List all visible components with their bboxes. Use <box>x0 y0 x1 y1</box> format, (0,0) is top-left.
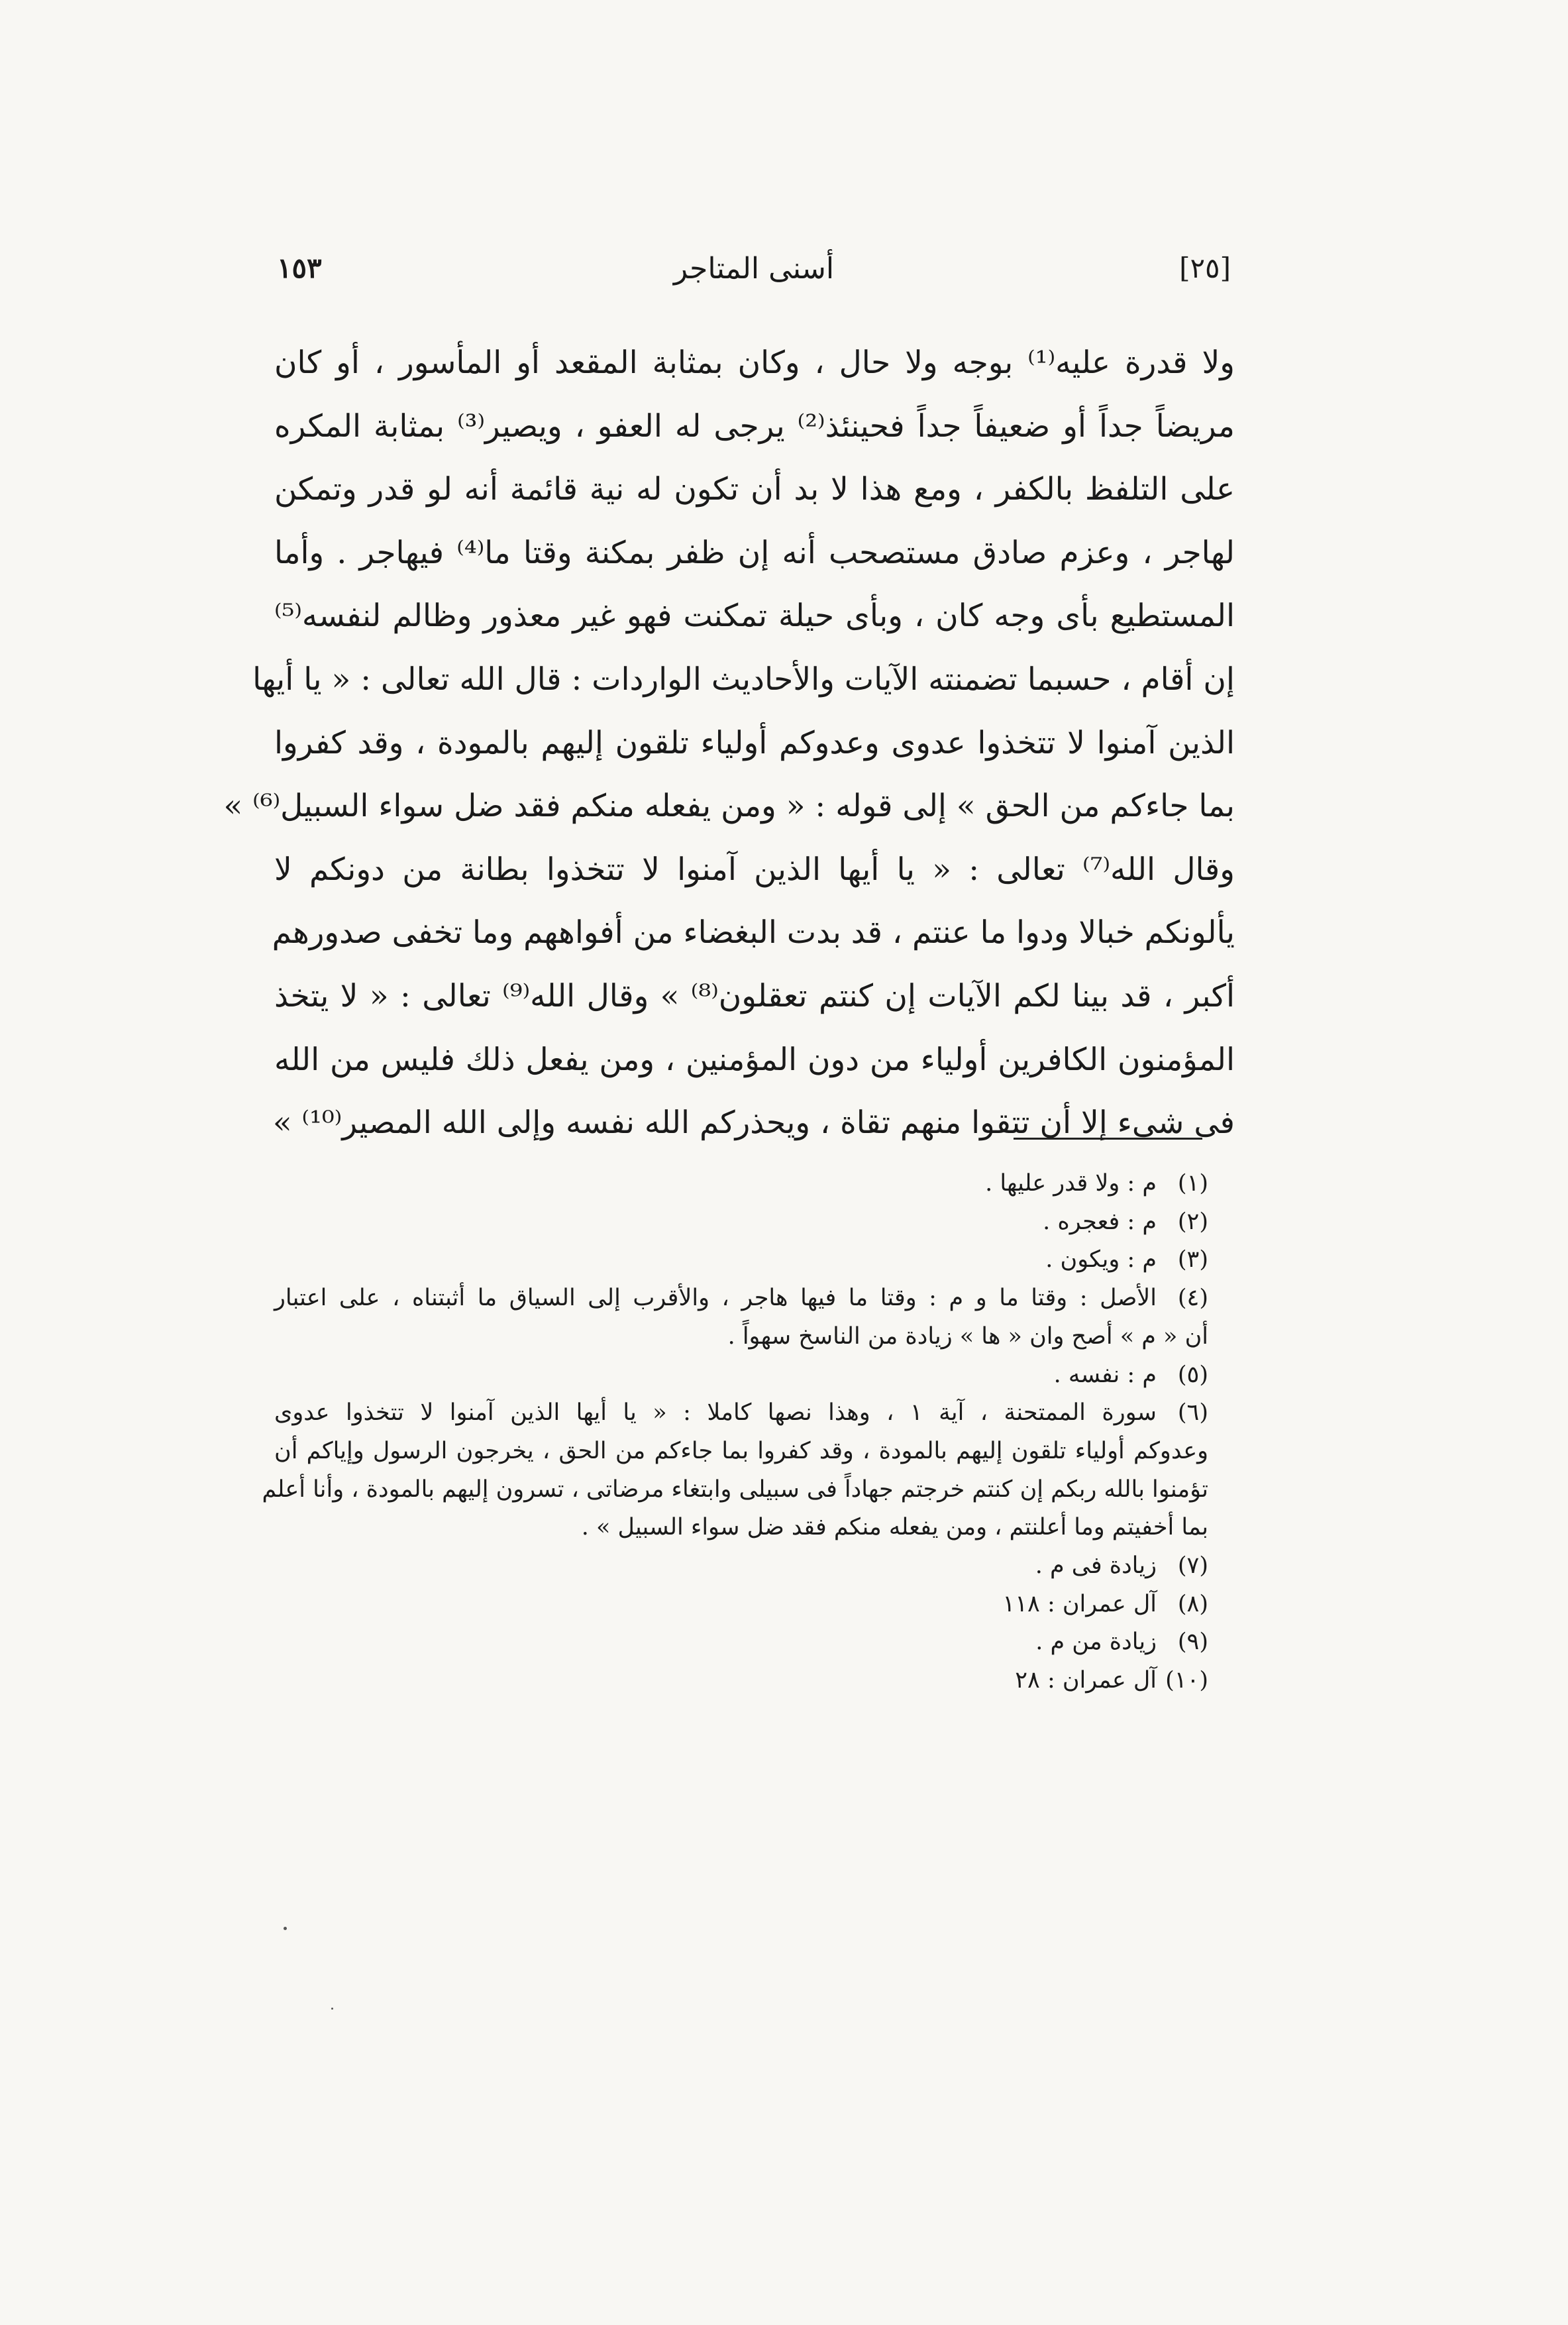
text-line: المستطيع بأى وجه كان ، وبأى حيلة تمكنت فهو غير معذور وظالم لنفسه⁽⁵⁾ <box>274 598 1235 635</box>
footnote-text: م : ويكون . <box>1045 1246 1157 1273</box>
footnote-number: (٤) <box>1177 1285 1208 1312</box>
footnote-text: الأصل : وقتا ما و م : وقتا ما فيها هاجر ، والأقرب إلى السياق ما أثبتناه ، على اعتبار <box>274 1285 1157 1312</box>
text-line: وقال الله⁽⁷⁾ تعالى : « يا أيها الذين آمنوا لا تتخذوا بطانة من دونكم لا <box>274 851 1235 888</box>
text-line: إن أقام ، حسبما تضمنته الآيات والأحاديث الواردات : قال الله تعالى : « يا أيها <box>252 661 1235 698</box>
footnote <box>274 1203 1208 1242</box>
footnotes <box>262 1165 1209 1700</box>
footnote <box>274 1165 1208 1203</box>
footnote-text: أن « م » أصح وان « ها » زيادة من الناسخ سهواً . <box>727 1323 1208 1350</box>
footnote <box>274 1241 1208 1279</box>
text-line: أكبر ، قد بينا لكم الآيات إن كنتم تعقلون⁽⁸⁾ » وقال الله⁽⁹⁾ تعالى : « لا يتخذ <box>274 977 1235 1014</box>
footnote-text: آل عمران : ٢٨ <box>1015 1667 1157 1694</box>
text-line: ولا قدرة عليه⁽¹⁾ بوجه ولا حال ، وكان بمثابة المقعد أو المأسور ، أو كان <box>274 345 1235 381</box>
page-header <box>277 252 1231 305</box>
footnote-number: (٩) <box>1177 1629 1208 1656</box>
footnote-number: (١٠) <box>1165 1667 1208 1694</box>
footnote-continuation <box>262 1471 1208 1509</box>
footnote-number: (٢) <box>1177 1208 1208 1235</box>
footnote <box>274 1356 1208 1395</box>
text-line: لهاجر ، وعزم صادق مستصحب أنه إن ظفر بمكنة وقتا ما⁽⁴⁾ فيهاجر . وأما <box>274 534 1235 571</box>
text-line: المؤمنون الكافرين أولياء من دون المؤمنين ، ومن يفعل ذلك فليس من الله <box>274 1041 1235 1078</box>
footnote-divider <box>1014 1138 1202 1140</box>
main-text <box>223 331 1235 1155</box>
footnote-text: وعدوكم أولياء تلقون إليهم بالمودة ، وقد كفروا بما جاءكم من الحق ، يخرجون الرسول وإياكم أن <box>274 1437 1208 1464</box>
section-number: [٢٥] <box>1179 252 1231 284</box>
footnote <box>274 1623 1208 1662</box>
footnote-number: (١) <box>1177 1170 1208 1197</box>
footnote <box>274 1279 1208 1318</box>
footnote <box>274 1547 1208 1586</box>
footnote-continuation <box>274 1509 1208 1547</box>
text-line: على التلفظ بالكفر ، ومع هذا لا بد أن تكون له نية قائمة أنه لو قدر وتمكن <box>274 471 1235 508</box>
footnote <box>274 1394 1208 1433</box>
speck <box>284 1927 287 1930</box>
text-line: الذين آمنوا لا تتخذوا عدوى وعدوكم أولياء تلقون إليهم بالمودة ، وقد كفروا <box>274 724 1235 761</box>
footnote-continuation <box>274 1318 1208 1356</box>
footnote-text: آل عمران : ١١٨ <box>1002 1590 1157 1617</box>
footnote-text: م : فعجره . <box>1043 1208 1157 1235</box>
speck <box>331 2008 333 2010</box>
page-number: ١٥٣ <box>277 252 322 284</box>
footnote-text: سورة الممتحنة ، آية ١ ، وهذا نصها كاملا : « يا أيها الذين آمنوا لا تتخذوا عدوى <box>274 1399 1157 1427</box>
text-line: مريضاً جداً أو ضعيفاً جداً فحينئذ⁽²⁾ يرجى له العفو ، ويصير⁽³⁾ بمثابة المكره <box>274 407 1235 445</box>
footnote-text: زيادة فى م . <box>1035 1552 1157 1580</box>
text-line: فى شىء إلا أن تتقوا منهم تقاة ، ويحذركم الله نفسه وإلى الله المصير⁽¹⁰⁾ » <box>272 1105 1235 1142</box>
running-title: أسنى المتاجر <box>673 252 835 286</box>
footnote <box>274 1662 1208 1700</box>
footnote-text: زيادة من م . <box>1035 1629 1157 1656</box>
text-line: بما جاءكم من الحق » إلى قوله : « ومن يفعله منكم فقد ضل سواء السبيل⁽⁶⁾ » <box>223 788 1235 825</box>
footnote-number: (٨) <box>1177 1590 1208 1617</box>
footnote-continuation <box>274 1433 1208 1471</box>
footnote-number: (٦) <box>1177 1399 1209 1427</box>
footnote <box>274 1586 1208 1624</box>
footnote-text: بما أخفيتم وما أعلنتم ، ومن يفعله منكم فقد ضل سواء السبيل » . <box>581 1514 1208 1541</box>
footnote-number: (٧) <box>1177 1552 1208 1580</box>
footnote-number: (٥) <box>1177 1361 1208 1388</box>
footnote-text: تؤمنوا بالله ربكم إن كنتم خرجتم جهاداً فى سبيلى وابتغاء مرضاتى ، تسرون إليهم بالمودة ، وأنا أعلم <box>262 1476 1208 1503</box>
footnote-text: م : نفسه . <box>1053 1361 1157 1388</box>
footnote-text: م : ولا قدر عليها . <box>985 1170 1157 1197</box>
text-line: يألونكم خبالا ودوا ما عنتم ، قد بدت البغضاء من أفواههم وما تخفى صدورهم <box>272 914 1235 951</box>
footnote-number: (٣) <box>1177 1246 1208 1273</box>
